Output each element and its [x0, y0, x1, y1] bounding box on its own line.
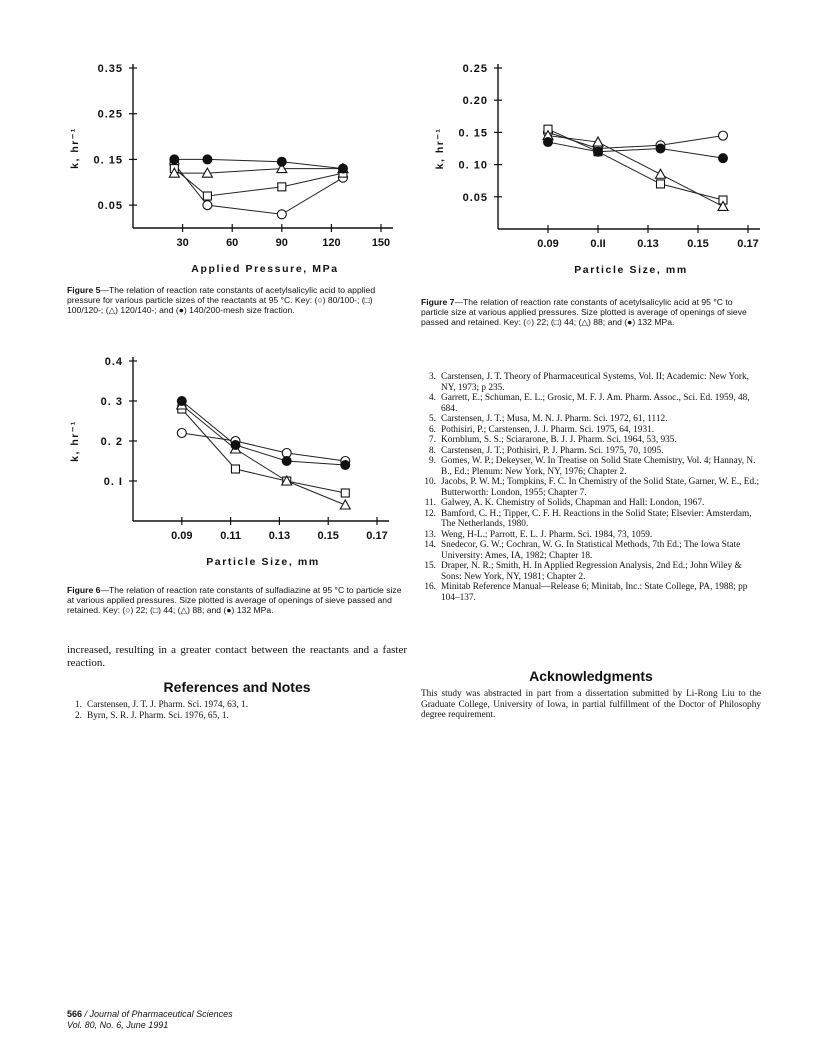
y-axis-label: k, hr⁻¹: [434, 127, 446, 170]
y-tick-label: 0.35: [97, 63, 123, 75]
figure-7-caption-label: Figure 7: [421, 297, 455, 307]
reference-item: [421, 582, 761, 603]
reference-number: 3.: [429, 372, 436, 382]
reference-item: [421, 414, 761, 425]
x-tick-label: 0.11: [220, 530, 242, 542]
reference-number: 8.: [429, 445, 436, 456]
figure-5-caption: [67, 285, 407, 316]
data-point-circle-filled: [231, 441, 240, 450]
y-tick-label: 0. I: [103, 476, 123, 488]
reference-item: [67, 711, 407, 722]
x-tick-label: 0.17: [366, 530, 388, 542]
data-point-circle-filled: [594, 147, 603, 156]
data-point-circle-filled: [338, 164, 347, 173]
reference-number: 14.: [424, 540, 436, 550]
references-list-right: [421, 372, 761, 603]
reference-text: Kornblum, S. S.; Sciararone, B. J. J. Pharm. Sci. 1964, 53, 935.: [441, 435, 677, 445]
figure-6-caption: [67, 585, 407, 616]
series-line: [548, 142, 723, 158]
y-tick-label: 0.05: [462, 191, 488, 204]
data-point-circle-filled: [282, 457, 291, 466]
data-point-circle-open: [277, 210, 286, 219]
data-point-triangle-open: [340, 500, 350, 509]
series-line: [182, 433, 345, 461]
x-tick-label: 0.II: [590, 238, 606, 250]
reference-number: 1.: [75, 700, 82, 710]
reference-number: 5.: [429, 414, 436, 424]
reference-number: 6.: [429, 424, 436, 435]
reference-text: Byrn, S. R. J. Pharm. Sci. 1976, 65, 1.: [87, 710, 229, 721]
data-point-square-open: [657, 180, 665, 188]
reference-item: [421, 456, 761, 477]
data-point-circle-filled: [203, 155, 212, 164]
reference-item: [421, 561, 761, 582]
series-line: [548, 132, 723, 148]
journal-name: / Journal of Pharmaceutical Sciences: [82, 1009, 233, 1019]
reference-text: Jacobs, P. W. M.; Tompkins, F. C. In Chemistry of the Solid State, Garner, W. E., Ed.; Butterworth: London, 1955; Chapter 7.: [441, 477, 760, 498]
figure-5-caption-label: Figure 5: [67, 285, 101, 295]
y-axis-label: k, hr⁻¹: [69, 127, 81, 169]
series-line: [182, 401, 345, 465]
x-axis-label: Particle Size, mm: [206, 556, 320, 568]
x-tick-label: 0.09: [537, 238, 559, 250]
reference-text: Galwey, A. K. Chemistry of Solids, Chapman and Hall: London, 1967.: [441, 498, 705, 508]
y-tick-label: 0.25: [462, 63, 488, 75]
reference-text: Carstensen, J. T. Theory of Pharmaceutical Systems, Vol. II; Academic: New York, NY, 1973; p 235.: [441, 372, 749, 393]
x-tick-label: 60: [226, 237, 239, 249]
references-heading: References and Notes: [163, 679, 311, 695]
y-tick-label: 0.25: [97, 108, 123, 121]
data-point-circle-filled: [277, 157, 286, 166]
reference-number: 15.: [424, 561, 436, 571]
y-tick-label: 0.20: [462, 95, 488, 108]
reference-text: Bamford, C. H.; Tipper, C. F. H. Reactions in the Solid State; Elsevier: Amsterdam, The Netherlands, 1980.: [441, 508, 752, 529]
reference-item: [421, 530, 761, 541]
data-point-circle-open: [203, 201, 212, 210]
reference-item: [421, 498, 761, 509]
reference-number: 2.: [75, 710, 82, 721]
figure-6-caption-label: Figure 6: [67, 585, 101, 595]
reference-item: [421, 540, 761, 561]
reference-number: 16.: [424, 582, 436, 592]
x-tick-label: 0.09: [171, 530, 193, 542]
figure-5-chart: [55, 55, 415, 280]
reference-number: 9.: [429, 456, 436, 466]
y-tick-label: 0. 10: [458, 159, 488, 172]
reference-text: Pothisiri, P.; Carstensen, J. J. Pharm. Sci. 1975, 64, 1931.: [441, 424, 655, 435]
reference-text: Carstensen, J. T.; Pothisiri, P. J. Pharm. Sci. 1975, 70, 1095.: [441, 445, 664, 456]
reference-item: [421, 477, 761, 498]
reference-item: [67, 700, 407, 711]
figure-7-chart: [415, 55, 775, 295]
data-point-circle-open: [177, 429, 186, 438]
figure-5-caption-text: —The relation of reaction rate constants of acetylsalicylic acid to applied pressure for various particle sizes of the reactants at 95 °C. Key: (○) 80/100-; (□) 100/120-; (△) 120/140-; and (●) 140/200-mesh size fraction.: [67, 285, 376, 316]
data-point-circle-filled: [177, 397, 186, 406]
data-point-square-open: [203, 192, 211, 200]
x-tick-label: 0.15: [687, 238, 709, 250]
reference-number: 10.: [424, 477, 436, 487]
reference-number: 12.: [424, 508, 436, 519]
x-axis-label: Particle Size, mm: [574, 264, 688, 276]
series-line: [174, 169, 343, 174]
reference-item: [421, 446, 761, 457]
reference-item: [421, 435, 761, 446]
acknowledgments-heading: Acknowledgments: [529, 668, 653, 684]
data-point-circle-filled: [341, 461, 350, 470]
data-point-circle-filled: [719, 154, 728, 163]
reference-text: Garrett, E.; Schuman, E. L.; Grosic, M. F. J. Am. Pharm. Assoc., Sci. Ed. 1959, 48, 684.: [441, 393, 750, 414]
page-footer: [67, 1009, 367, 1031]
data-point-square-open: [231, 465, 239, 473]
reference-text: Weng, H-L.; Parrott, E. L. J. Pharm. Sci. 1984, 73, 1059.: [441, 529, 653, 540]
x-tick-label: 30: [176, 237, 189, 249]
y-tick-label: 0. 15: [93, 154, 123, 167]
reference-number: 4.: [429, 393, 436, 403]
y-tick-label: 0.05: [97, 200, 123, 213]
y-tick-label: 0. 2: [100, 436, 123, 448]
data-point-square-open: [341, 489, 349, 497]
reference-text: Carstensen, J. T. J. Pharm. Sci. 1974, 63, 1.: [87, 700, 249, 710]
x-tick-label: 150: [371, 237, 391, 249]
figure-6-chart: [55, 348, 415, 580]
x-tick-label: 120: [322, 237, 341, 249]
body-paragraph: increased, resulting in a greater contact between the reactants and a faster reaction.: [67, 644, 407, 669]
reference-text: Snedecor, G. W.; Cochran, W. G. In Statistical Methods, 7th Ed.; The Iowa State University: Ames, IA, 1982; Chapter 18.: [441, 540, 741, 561]
page-number: 566: [67, 1009, 83, 1019]
x-tick-label: 0.13: [268, 530, 291, 542]
y-tick-label: 0.4: [104, 356, 123, 368]
series-line: [182, 405, 345, 505]
series-line: [174, 159, 343, 168]
reference-text: Carstensen, J. T.; Musa, M. N. J. Pharm. Sci. 1972, 61, 1112.: [441, 414, 668, 424]
reference-item: [421, 372, 761, 393]
reference-text: Draper, N. R.; Smith, H. In Applied Regression Analysis, 2nd Ed.; John Wiley & Sons: New York, NY, 1981; Chapter 2.: [441, 561, 742, 582]
reference-item: [421, 393, 761, 414]
data-point-circle-filled: [544, 138, 553, 147]
x-tick-label: 0.17: [737, 238, 759, 250]
acknowledgments-text: This study was abstracted in part from a dissertation submitted by Li-Rong Liu to the Graduate College, University of Iowa, in partial fulfillment of the Doctor of Philosophy degree requirement.: [421, 689, 761, 720]
y-axis-label: k, hr⁻¹: [69, 420, 81, 462]
figure-7-caption: [421, 297, 759, 328]
reference-number: 13.: [424, 529, 436, 540]
reference-text: Minitab Reference Manual—Release 6; Minitab, Inc.: State College, PA, 1988; pp 104–137.: [441, 582, 748, 603]
figure-7-caption-text: —The relation of reaction rate constants of acetylsalicylic acid at 95 °C to particle size at various applied pressures. Size plotted is average of openings of sieve passed and retained. Key: (○) 22; (□) 44; (△) 88; and (●) 132 MPa.: [421, 297, 747, 328]
reference-item: [421, 509, 761, 530]
data-point-triangle-open: [656, 169, 666, 178]
x-tick-label: 0.15: [317, 530, 339, 542]
journal-volume: Vol. 80, No. 6, June 1991: [67, 1020, 169, 1030]
data-point-square-open: [278, 183, 286, 191]
reference-item: [421, 425, 761, 436]
y-tick-label: 0. 3: [100, 396, 123, 408]
data-point-circle-filled: [170, 155, 179, 164]
data-point-circle-open: [719, 131, 728, 140]
reference-number: 11.: [424, 498, 436, 508]
x-tick-label: 0.13: [637, 238, 659, 250]
x-axis-label: Applied Pressure, MPa: [191, 263, 339, 275]
y-tick-label: 0. 15: [458, 127, 488, 140]
figure-6-caption-text: —The relation of reaction rate constants of sulfadiazine at 95 °C to particle size at various applied pressures. Size plotted is average of openings of sieve passed and retained. Key: (○) 22; (□) 44; (△) 88; and (●) 132 MPa.: [67, 585, 402, 616]
reference-number: 7.: [429, 435, 436, 445]
data-point-circle-filled: [656, 144, 665, 153]
x-tick-label: 90: [275, 237, 288, 249]
reference-text: Gomes, W. P.; Dekeyser, W. In Treatise on Solid State Chemistry, Vol. 4; Hannay, N. B., Ed.; Plenum: New York, NY, 1976; Chapter 2.: [441, 456, 756, 477]
references-list-left: [67, 700, 407, 721]
